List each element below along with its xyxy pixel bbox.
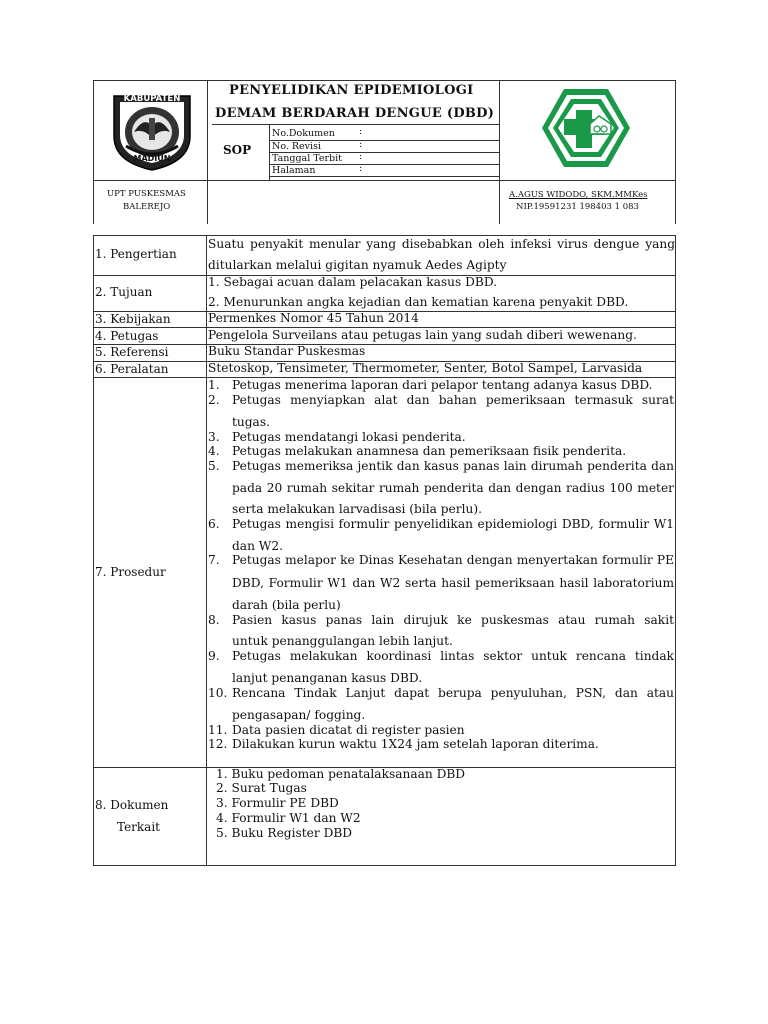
kebijakan-text: Permenkes Nomor 45 Tahun 2014 bbox=[208, 311, 419, 325]
step-9-line1: Petugas melakukan koordinasi lintas sektor untuk rencana tindak bbox=[232, 649, 674, 663]
step-number: 4. bbox=[208, 444, 220, 458]
step-8-line1: Pasien kasus panas lain dirujuk ke puskesmas atau rumah sakit bbox=[232, 613, 674, 627]
step-number: 3. bbox=[208, 430, 220, 444]
meta-no-dokumen-value: : bbox=[359, 126, 363, 137]
step-number: 12. bbox=[208, 737, 228, 751]
step-number: 7. bbox=[208, 553, 220, 567]
pengertian-line2: ditularkan melalui gigitan nyamuk Aedes Agipty bbox=[208, 258, 507, 272]
step-number: 11. bbox=[208, 723, 228, 737]
label-dokumen-line2: Terkait bbox=[117, 820, 160, 834]
step-number: 1. bbox=[208, 378, 220, 392]
step-7-line3: darah (bila perlu) bbox=[232, 598, 341, 612]
step-5-line1: Petugas memeriksa jentik dan kasus panas lain dirumah penderita dan bbox=[232, 459, 674, 473]
document-title-line2: DEMAM BERDARAH DENGUE (DBD) bbox=[215, 106, 495, 121]
step-2-line1: Petugas menyiapkan alat dan bahan pemeriksaan termasuk surat bbox=[232, 393, 674, 407]
step-12: Dilakukan kurun waktu 1X24 jam setelah laporan diterima. bbox=[232, 737, 599, 751]
step-5-line3: serta melakukan larvadisasi (bila perlu). bbox=[232, 502, 482, 516]
step-5-line2: pada 20 rumah sekitar rumah penderita dan dengan radius 100 meter bbox=[232, 481, 674, 495]
step-7-line1: Petugas melapor ke Dinas Kesehatan dengan menyertakan formulir PE bbox=[232, 553, 674, 567]
pengertian-line1: Suatu penyakit menular yang disebabkan oleh infeksi virus dengue yang bbox=[208, 237, 675, 251]
tujuan-item1: 1. Sebagai acuan dalam pelacakan kasus DBD. bbox=[208, 275, 498, 289]
kabupaten-madiun-logo bbox=[104, 88, 200, 172]
tujuan-item2: 2. Menurunkan angka kejadian dan kematian karena penyakit DBD. bbox=[208, 295, 629, 309]
step-3: Petugas mendatangi lokasi penderita. bbox=[232, 430, 466, 444]
step-6-line1: Petugas mengisi formulir penyelidikan epidemiologi DBD, formulir W1 bbox=[232, 517, 674, 531]
petugas-text: Pengelola Surveilans atau petugas lain yang sudah diberi wewenang. bbox=[208, 328, 637, 342]
label-kebijakan: 3. Kebijakan bbox=[95, 312, 171, 326]
meta-tanggal-terbit: Tanggal Terbit bbox=[272, 153, 342, 164]
signer-name: A.AGUS WIDODO, SKM.MMKes bbox=[509, 190, 648, 200]
step-2-line2: tugas. bbox=[232, 415, 270, 429]
step-6-line2: dan W2. bbox=[232, 539, 283, 553]
label-prosedur: 7. Prosedur bbox=[95, 565, 166, 579]
label-referensi: 5. Referensi bbox=[95, 345, 169, 359]
label-petugas: 4. Petugas bbox=[95, 329, 159, 343]
referensi-text: Buku Standar Puskesmas bbox=[208, 344, 366, 358]
svg-text:MADIUN: MADIUN bbox=[133, 154, 171, 163]
step-11: Data pasien dicatat di register pasien bbox=[232, 723, 465, 737]
label-pengertian: 1. Pengertian bbox=[95, 247, 177, 261]
org-name-line2: BALEREJO bbox=[123, 202, 171, 212]
sop-label: SOP bbox=[223, 143, 252, 157]
step-number: 10. bbox=[208, 686, 228, 700]
label-tujuan: 2. Tujuan bbox=[95, 285, 153, 299]
step-9-line2: lanjut penanganan kasus DBD. bbox=[232, 671, 423, 685]
step-10-line1: Rencana Tindak Lanjut dapat berupa penyuluhan, PSN, dan atau bbox=[232, 686, 674, 700]
dokumen-item: 5. Buku Register DBD bbox=[216, 826, 353, 840]
meta-halaman: Halaman bbox=[272, 165, 316, 176]
step-8-line2: untuk penanggulangan lebih lanjut. bbox=[232, 634, 453, 648]
meta-no-revisi: No. Revisi bbox=[272, 141, 321, 152]
step-1: Petugas menerima laporan dari pelapor tentang adanya kasus DBD. bbox=[232, 378, 653, 392]
dokumen-item: 4. Formulir W1 dan W2 bbox=[216, 811, 361, 825]
org-name-line1: UPT PUSKESMAS bbox=[107, 189, 186, 199]
step-number: 6. bbox=[208, 517, 220, 531]
document-title-line1: PENYELIDIKAN EPIDEMIOLOGI bbox=[229, 83, 474, 98]
step-4: Petugas melakukan anamnesa dan pemeriksaan fisik penderita. bbox=[232, 444, 627, 458]
label-peralatan: 6. Peralatan bbox=[95, 362, 169, 376]
svg-text:KABUPATEN: KABUPATEN bbox=[123, 94, 181, 104]
step-7-line2: DBD, Formulir W1 dan W2 serta hasil pemeriksaan hasil laboratorium bbox=[232, 576, 674, 590]
signer-nip: NIP.19591231 198403 1 083 bbox=[516, 202, 639, 212]
meta-halaman-value: : bbox=[359, 163, 363, 174]
peralatan-text: Stetoskop, Tensimeter, Thermometer, Senter, Botol Sampel, Larvasida bbox=[208, 361, 643, 375]
meta-no-revisi-value: : bbox=[359, 139, 363, 150]
step-number: 5. bbox=[208, 459, 220, 473]
step-number: 2. bbox=[208, 393, 220, 407]
meta-no-dokumen: No.Dokumen bbox=[272, 128, 335, 139]
step-number: 8. bbox=[208, 613, 220, 627]
step-number: 9. bbox=[208, 649, 220, 663]
dokumen-item: 2. Surat Tugas bbox=[216, 781, 307, 795]
meta-tanggal-terbit-value: : bbox=[359, 151, 363, 162]
step-10-line2: pengasapan/ fogging. bbox=[232, 708, 366, 722]
label-dokumen-line1: 8. Dokumen bbox=[95, 798, 169, 812]
dokumen-item: 3. Formulir PE DBD bbox=[216, 796, 339, 810]
dokumen-item: 1. Buku pedoman penatalaksanaan DBD bbox=[216, 767, 466, 781]
puskesmas-logo bbox=[538, 86, 634, 170]
